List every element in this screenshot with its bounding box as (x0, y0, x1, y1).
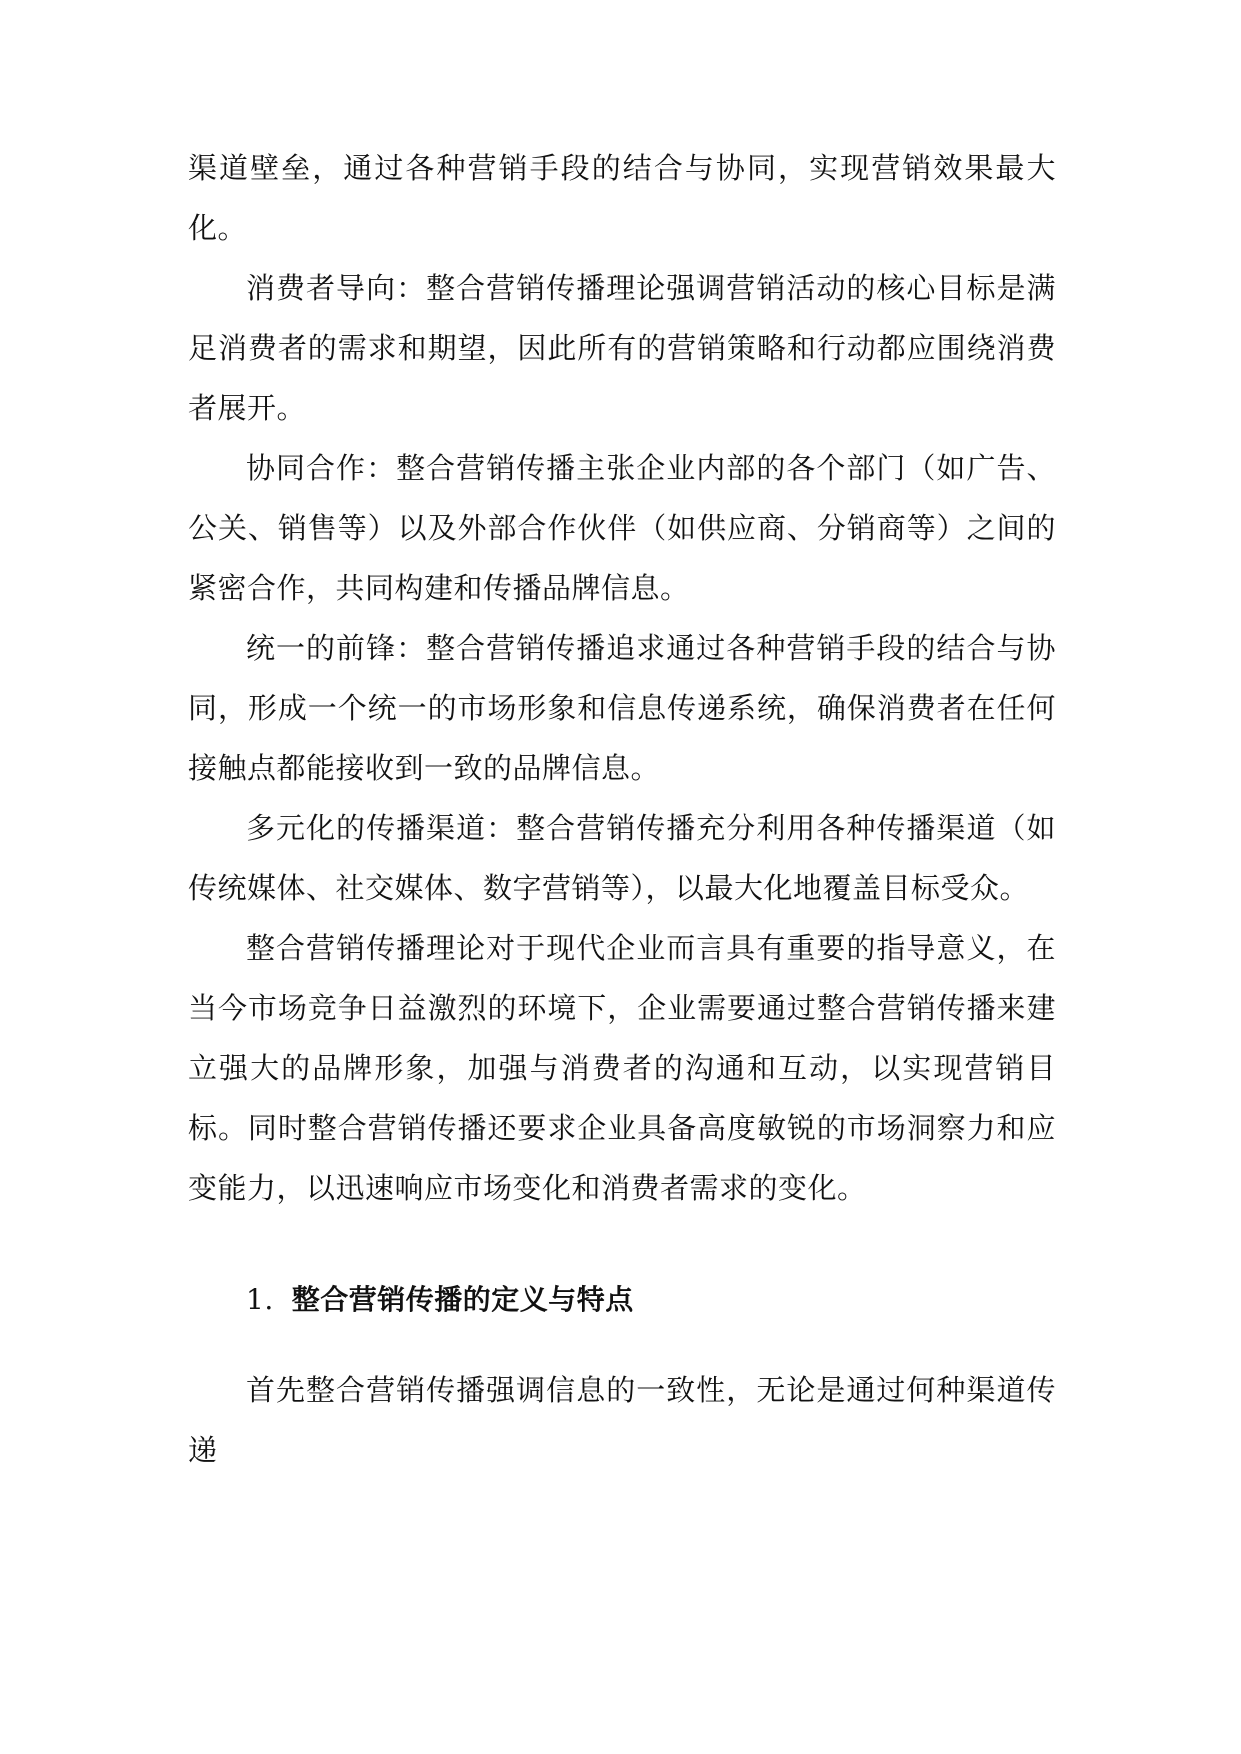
paragraph-unified-front: 统一的前锋：整合营销传播追求通过各种营销手段的结合与协同，形成一个统一的市场形象和信息传递系统，确保消费者在任何接触点都能接收到一致的品牌信息。 (188, 631, 1056, 785)
section-title: 整合营销传播的定义与特点 (291, 1283, 634, 1316)
paragraph-consumer-orientation: 消费者导向：整合营销传播理论强调营销活动的核心目标是满足消费者的需求和期望，因此所有的营销策略和行动都应围绕消费者展开。 (188, 271, 1056, 425)
document-body (188, 138, 1056, 1480)
paragraph-continuation: 渠道壁垒，通过各种营销手段的结合与协同，实现营销效果最大化。 (188, 151, 1056, 245)
section-number: 1. (246, 1283, 274, 1316)
paragraph-collaboration: 协同合作：整合营销传播主张企业内部的各个部门（如广告、公关、销售等）以及外部合作伙伴（如供应商、分销商等）之间的紧密合作，共同构建和传播品牌信息。 (188, 451, 1056, 605)
paragraph-diverse-channels: 多元化的传播渠道：整合营销传播充分利用各种传播渠道（如传统媒体、社交媒体、数字营销等），以最大化地覆盖目标受众。 (188, 811, 1056, 905)
paragraph-section-start: 首先整合营销传播强调信息的一致性，无论是通过何种渠道传递 (188, 1373, 1056, 1467)
section-heading (188, 1270, 1056, 1330)
paragraph-significance: 整合营销传播理论对于现代企业而言具有重要的指导意义，在当今市场竞争日益激烈的环境下，企业需要通过整合营销传播来建立强大的品牌形象，加强与消费者的沟通和互动，以实现营销目标。同时整合营销传播还要求企业具备高度敏锐的市场洞察力和应变能力，以迅速响应市场变化和消费者需求的变化。 (188, 931, 1056, 1205)
